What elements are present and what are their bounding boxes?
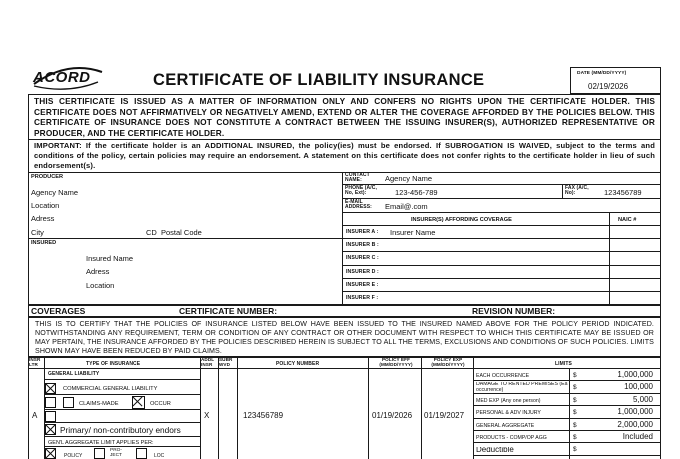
limit-label: DAMAGE TO RENTED PREMISES (Ea occurrence) bbox=[476, 382, 568, 393]
header-subr: SUBR WVD bbox=[219, 357, 233, 367]
gl-line-5 bbox=[44, 423, 200, 437]
policy-label: POLICY bbox=[64, 453, 83, 459]
header-exp: POLICY EXP (MM/DD/YYYY) bbox=[431, 357, 465, 367]
coverages-header-row bbox=[28, 305, 661, 317]
limit-label: PERSONAL & ADV INJURY bbox=[476, 410, 541, 417]
insured-address: Adress bbox=[86, 267, 110, 276]
row-addl-insr: X bbox=[204, 411, 210, 420]
gl-line-4 bbox=[44, 410, 200, 423]
notice-box bbox=[28, 94, 661, 140]
limit-label: GENERAL AGGREGATE bbox=[476, 422, 535, 429]
occur-label: OCCUR bbox=[150, 401, 171, 407]
insured-location: Location bbox=[86, 281, 115, 290]
insurer-label: INSURER C : bbox=[346, 255, 379, 262]
contact-value: Agency Name bbox=[385, 174, 433, 183]
col-line-3 bbox=[218, 357, 219, 459]
insurer-row bbox=[343, 279, 661, 292]
insurer-row bbox=[343, 239, 661, 252]
limit-value: Included bbox=[622, 432, 653, 441]
limit-value: 5,000 bbox=[632, 394, 653, 404]
insurer-label: INSURER E : bbox=[346, 281, 379, 288]
limit-currency: $ bbox=[573, 409, 577, 417]
limit-label: MED EXP (Any one person) bbox=[476, 397, 541, 404]
producer-cd-postal: CD Postal Code bbox=[146, 228, 202, 237]
loc-label: LOC bbox=[154, 453, 165, 459]
revision-number-label: REVISION NUMBER: bbox=[472, 306, 556, 316]
limit-label: EACH OCCURRENCE bbox=[476, 373, 530, 379]
fax-value: 123456789 bbox=[604, 188, 642, 197]
naic-header: NAIC # bbox=[618, 217, 637, 223]
phone-value: 123-456-789 bbox=[395, 188, 438, 197]
limit-label: Deductible bbox=[476, 447, 514, 454]
insurer-label: INSURER A : bbox=[346, 229, 379, 235]
insurer-label: INSURER F : bbox=[346, 295, 379, 301]
producer-agency-name: Agency Name bbox=[31, 188, 79, 197]
insurer-row bbox=[343, 292, 661, 305]
limit-currency: $ bbox=[573, 372, 577, 379]
insurer-label: INSURER B : bbox=[346, 242, 379, 249]
limit-value: 2,000,000 bbox=[617, 419, 653, 429]
date-label: DATE (MM/DD/YYYY) bbox=[577, 71, 627, 76]
limit-currency: $ bbox=[573, 421, 577, 429]
gl-line-2 bbox=[44, 380, 200, 395]
email-label: E-MAIL ADDRESS: bbox=[345, 199, 372, 211]
date-value: 02/19/2026 bbox=[588, 82, 629, 91]
phone-label: PHONE (A/C, No, Ext): bbox=[345, 185, 377, 197]
page-title: CERTIFICATE OF LIABILITY INSURANCE bbox=[153, 71, 485, 89]
acord-logo bbox=[28, 64, 106, 92]
producer-address: Adress bbox=[31, 214, 55, 223]
email-value: Email@.com bbox=[385, 202, 428, 211]
policy-checkbox[interactable] bbox=[45, 448, 56, 459]
general-liability-heading: GENERAL LIABILITY bbox=[48, 371, 100, 377]
gl-line-1 bbox=[44, 370, 200, 380]
contact-label: CONTACT NAME: bbox=[345, 172, 370, 184]
insurers-header: INSURER(S) AFFORDING COVERAGE bbox=[411, 217, 512, 223]
gl-line-3 bbox=[44, 395, 200, 410]
loc-checkbox[interactable] bbox=[136, 448, 147, 459]
cgl-label: COMMERCIAL GENERAL LIABILITY bbox=[63, 386, 158, 392]
row-policy-number: 123456789 bbox=[243, 411, 284, 420]
insurer-label: INSURER D : bbox=[346, 268, 379, 275]
project-checkbox[interactable] bbox=[94, 448, 105, 459]
row-policy-exp: 01/19/2027 bbox=[424, 411, 465, 420]
col-line-2 bbox=[200, 357, 201, 459]
row-policy-eff: 01/19/2026 bbox=[372, 411, 413, 420]
gl-line-6 bbox=[44, 437, 200, 447]
insured-divider bbox=[28, 238, 343, 239]
header-limits: LIMITS bbox=[555, 361, 572, 367]
project-label: PRO-JECT bbox=[110, 448, 122, 458]
insurer-value: Insurer Name bbox=[390, 228, 436, 237]
col-line-6 bbox=[421, 357, 422, 459]
insurer-row bbox=[343, 252, 661, 265]
producer-label: PRODUCER bbox=[31, 174, 64, 180]
certificate-number-label: CERTIFICATE NUMBER: bbox=[179, 306, 278, 316]
important-box bbox=[28, 139, 661, 173]
producer-location: Location bbox=[31, 201, 60, 210]
aggregate-applies-label: GEN'L AGGREGATE LIMIT APPLIES PER: bbox=[48, 440, 154, 446]
header-insr-ltr: INSR LTR bbox=[29, 357, 41, 367]
insurer-row bbox=[343, 266, 661, 279]
primary-label: Primary/ non-contributory endors bbox=[60, 425, 181, 435]
fax-label: FAX (A/C, No): bbox=[565, 185, 589, 197]
insured-label: INSURED bbox=[31, 240, 57, 246]
header-eff: POLICY EFF (MM/DD/YYYY) bbox=[379, 357, 413, 367]
limit-currency: $ bbox=[573, 384, 577, 392]
limit-value: 1,000,000 bbox=[617, 370, 653, 379]
row-insr-ltr: A bbox=[32, 411, 38, 420]
coverage-notice-text: THIS IS TO CERTIFY THAT THE POLICIES OF INSURANCE LISTED BELOW HAVE BEEN ISSUED TO THE INSURED NAMED ABOVE FOR THE POLICY PERIOD INDICATED. NOTWITHSTANDING ANY REQUIREMENT, TERM OR CONDITION OF ANY CONTRACT OR OTHER DOCUMENT WITH RESPECT TO WHICH THIS CERTIFICATE MAY BE ISSUED OR MAY PERTAIN, THE INSURANCE AFFORDED BY THE POLICIES DESCRIBED HEREIN IS SUBJECT TO ALL THE TERMS, EXCLUSIONS AND CONDITIONS OF SUCH POLICIES. LIMITS SHOWN MAY HAVE BEEN REDUCED BY PAID CLAIMS. bbox=[35, 320, 654, 355]
header-addl: ADDL INSR bbox=[201, 357, 215, 367]
col-line-4 bbox=[237, 357, 238, 459]
header-type: TYPE OF INSURANCE bbox=[86, 361, 141, 367]
important-text: IMPORTANT: If the certificate holder is an ADDITIONAL INSURED, the policy(ies) must be endorsed. If SUBROGATION IS WAIVED, subject to the terms and conditions of the policy, certain policies may require an endorsement. A statement on this certificate does not confer rights to the certificate holder in lieu of such endorsement(s). bbox=[34, 141, 655, 170]
limit-value: 100,000 bbox=[624, 382, 653, 392]
date-box bbox=[570, 67, 661, 94]
limit-value: 1,000,000 bbox=[617, 407, 653, 417]
limit-label: PRODUCTS - COMP/OP AGG bbox=[476, 435, 547, 441]
producer-city: City bbox=[31, 228, 44, 237]
limit-currency: $ bbox=[573, 396, 577, 404]
limit-currency: $ bbox=[573, 446, 577, 454]
header-policy-number: POLICY NUMBER bbox=[276, 361, 320, 367]
coverages-label: COVERAGES bbox=[31, 306, 86, 316]
coverage-notice-box bbox=[28, 317, 661, 357]
fax-divider bbox=[562, 185, 563, 199]
logo-text: ACORD bbox=[33, 69, 91, 86]
col-line-5 bbox=[368, 357, 369, 459]
insured-name: Insured Name bbox=[86, 254, 134, 263]
limit-currency: $ bbox=[573, 434, 577, 441]
notice-text: THIS CERTIFICATE IS ISSUED AS A MATTER OF INFORMATION ONLY AND CONFERS NO RIGHTS UPON THE CERTIFICATE HOLDER. THIS CERTIFICATE DOES NOT AFFIRMATIVELY OR NEGATIVELY AMEND, EXTEND OR ALTER THE COVERAGE AFFORDED BY THE POLICIES BELOW. THIS CERTIFICATE OF INSURANCE DOES NOT CONSTITUTE A CONTRACT BETWEEN THE ISSUING INSURER(S), AUTHORIZED REPRESENTATIVE OR PRODUCER, AND THE CERTIFICATE HOLDER. bbox=[34, 96, 655, 138]
claims-made-label: CLAIMS-MADE bbox=[79, 401, 119, 407]
